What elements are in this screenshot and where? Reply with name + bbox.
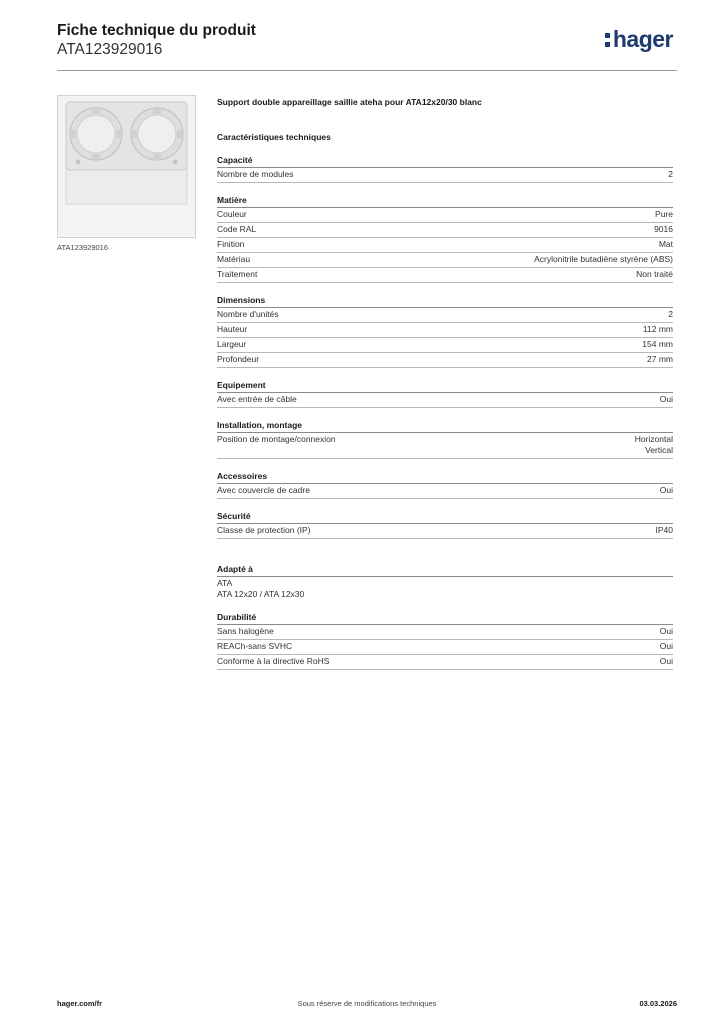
spec-value-multi <box>635 434 673 456</box>
section-title: Installation, montage <box>217 419 673 433</box>
spec-row <box>217 338 673 353</box>
spec-value: Acrylonitrile butadiène styrène (ABS) <box>534 254 673 264</box>
spec-label: Conforme à la directive RoHS <box>217 656 330 666</box>
spec-value: Pure <box>655 209 673 219</box>
compatibility-line: ATA 12x20 / ATA 12x30 <box>217 589 305 599</box>
spec-label: Sans halogène <box>217 626 274 636</box>
spec-value: 27 mm <box>647 354 673 364</box>
tech-characteristics-title: Caractéristiques techniques <box>217 132 331 142</box>
spec-row <box>217 308 673 323</box>
spec-row <box>217 238 673 253</box>
spec-label: Avec couvercle de cadre <box>217 485 310 495</box>
spec-row <box>217 223 673 238</box>
spec-row <box>217 168 673 183</box>
section-securite <box>217 510 673 539</box>
spec-row <box>217 393 673 408</box>
spec-label: Code RAL <box>217 224 257 234</box>
spec-label: Hauteur <box>217 324 248 334</box>
spec-value: Horizontal <box>634 434 673 444</box>
logo-text: hager <box>612 26 673 52</box>
spec-row <box>217 524 673 539</box>
spec-label: Nombre d'unités <box>217 309 279 319</box>
footer-website-link[interactable]: hager.com/fr <box>57 999 103 1008</box>
section-dimensions <box>217 294 673 368</box>
spec-value: IP40 <box>655 525 673 535</box>
spec-label: Matériau <box>217 254 251 264</box>
spec-row <box>217 655 673 670</box>
document-title: Fiche technique du produit <box>57 22 256 39</box>
spec-value: 2 <box>668 169 673 179</box>
spec-value: Oui <box>659 641 673 651</box>
spec-row <box>217 208 673 223</box>
section-title: Sécurité <box>217 510 673 524</box>
spec-label: Nombre de modules <box>217 169 294 179</box>
spec-label: Position de montage/connexion <box>217 434 336 444</box>
spec-row <box>217 268 673 283</box>
section-durabilite <box>217 611 673 670</box>
spec-value: 9016 <box>654 224 673 234</box>
spec-value: Vertical <box>645 445 673 455</box>
section-title: Accessoires <box>217 470 673 484</box>
spec-label: Profondeur <box>217 354 260 364</box>
spec-label: REACh-sans SVHC <box>217 641 293 651</box>
section-adapte <box>217 563 673 600</box>
spec-value: Oui <box>659 394 673 404</box>
spec-value: 112 mm <box>642 324 673 334</box>
spec-value: Mat <box>658 239 673 249</box>
header-divider <box>57 70 677 71</box>
specifications <box>217 96 673 670</box>
section-equipement <box>217 379 673 408</box>
spec-value: Oui <box>659 656 673 666</box>
spec-row <box>217 433 673 459</box>
compatibility-text <box>217 577 673 600</box>
page-header <box>57 22 677 68</box>
compatibility-line: ATA <box>217 578 233 588</box>
section-accessoires <box>217 470 673 499</box>
spec-row <box>217 353 673 368</box>
product-title: Support double appareillage saillie ateha pour ATA12x20/30 blanc <box>217 97 482 107</box>
image-caption: ATA123929016 <box>57 243 109 252</box>
spec-value: Oui <box>659 485 673 495</box>
section-title: Matière <box>217 194 673 208</box>
spec-row <box>217 253 673 268</box>
page-footer <box>57 999 677 1011</box>
spec-row <box>217 640 673 655</box>
spec-label: Couleur <box>217 209 247 219</box>
spec-value: 2 <box>668 309 673 319</box>
spec-value: 154 mm <box>642 339 673 349</box>
section-title: Capacité <box>217 154 673 168</box>
section-title: Durabilité <box>217 611 673 625</box>
product-image <box>57 95 196 238</box>
section-matiere <box>217 194 673 283</box>
spec-value: Non traité <box>636 269 673 279</box>
section-title: Equipement <box>217 379 673 393</box>
logo-dots-icon <box>605 32 611 48</box>
spec-label: Avec entrée de câble <box>217 394 297 404</box>
spec-value: Oui <box>659 626 673 636</box>
product-reference: ATA123929016 <box>57 41 163 58</box>
section-title: Adapté à <box>217 563 673 577</box>
footer-notice: Sous réserve de modifications techniques <box>297 999 437 1008</box>
hager-logo <box>605 26 673 53</box>
spec-label: Traitement <box>217 269 258 279</box>
product-illustration <box>58 96 195 237</box>
section-title: Dimensions <box>217 294 673 308</box>
spec-row <box>217 323 673 338</box>
section-installation <box>217 419 673 459</box>
spec-label: Classe de protection (IP) <box>217 525 311 535</box>
spec-row <box>217 625 673 640</box>
section-capacite <box>217 154 673 183</box>
footer-date: 03.03.2026 <box>639 999 677 1008</box>
spec-label: Finition <box>217 239 245 249</box>
spec-label: Largeur <box>217 339 247 349</box>
spec-row <box>217 484 673 499</box>
